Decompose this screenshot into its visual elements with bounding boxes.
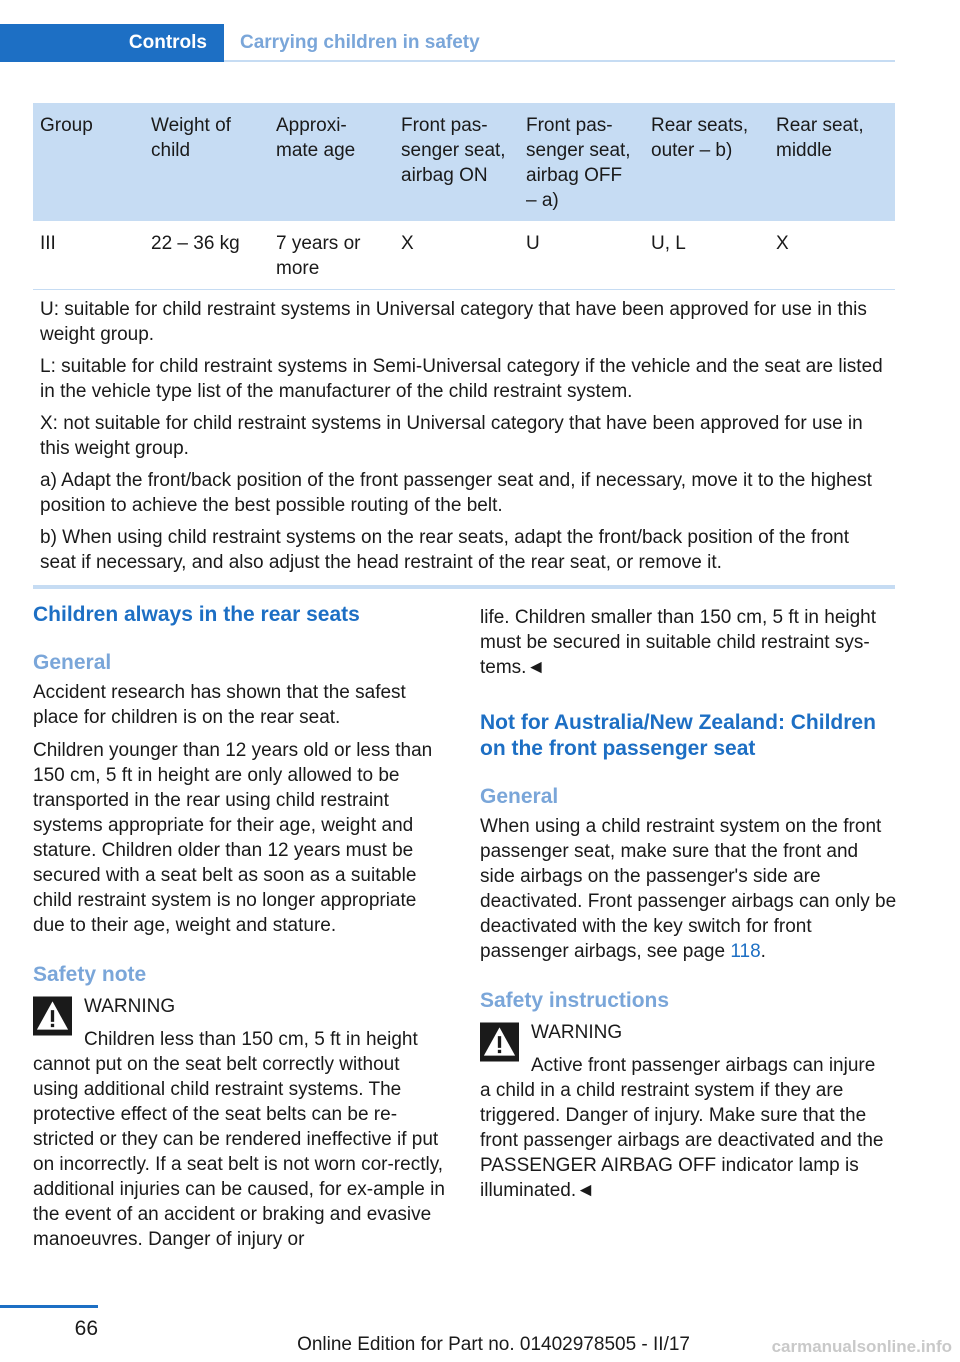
page-number: 66 <box>74 1317 98 1340</box>
warning-block <box>33 994 448 1019</box>
left-column <box>33 602 448 1252</box>
cell-age: 7 years or more <box>269 221 394 290</box>
subheading-general: General <box>33 651 112 674</box>
header-front-airbag-on: Front pas- senger seat, airbag ON <box>401 115 506 186</box>
cell-group: III <box>33 221 144 290</box>
warning-text <box>33 1027 448 1252</box>
tab-carrying-children[interactable]: Carrying children in safety <box>240 32 480 53</box>
paragraph: Accident research has shown that the safest place for children is on the rear seat. <box>33 682 406 728</box>
note-a: a) Adapt the front/back position of the front passenger seat and, if necessary, move it to the highest position to achieve the best possible routing of the belt. <box>40 470 872 516</box>
warning-rest: cannot put on the seat belt correctly without using additional child restraint systems. The protective effect of the seat belts can be re-stricted or they can be rendered ineffective if put on incorrectly. If a seat belt is not worn cor-rectly, additional injuries can be caused, for ex-ample in the event of an accident or braking and evasive manoeuvres. Danger of injury or <box>33 1054 445 1250</box>
general-text-end: . <box>760 941 766 962</box>
warning-rest: a child in a child restraint system if they are triggered. Danger of injury. Make sure that the front passenger airbags are deactivated and the PASSENGER AIRBAG OFF indicator lamp is illuminated.◄ <box>480 1080 884 1201</box>
section-heading-front-seat: Not for Australia/New Zealand: Children on the front passenger seat <box>480 711 876 760</box>
warning-block <box>480 1020 898 1045</box>
note-u: U: suitable for child restraint systems in Universal category that have been approved for use in this weight group. <box>40 299 867 345</box>
edition-footer: Online Edition for Part no. 01402978505 - II/17 <box>297 1334 690 1355</box>
right-column <box>480 605 898 1203</box>
header-bar <box>0 24 895 62</box>
header-group: Group <box>40 115 93 136</box>
note-b: b) When using child restraint systems on the rear seats, adapt the front/back position of the front seat if necessary, and also adjust the head restraint of the rear seat, or remove it. <box>40 527 849 573</box>
cell-front-airbag-off: U <box>519 221 644 290</box>
page-number-rule <box>0 1305 98 1308</box>
note-l: L: suitable for child restraint systems in Semi-Universal category if the vehicle and the seat are listed in the vehicle type list of the manufacturer of the child restraint system. <box>40 356 883 402</box>
paragraph-continued: life. Children smaller than 150 cm, 5 ft in height must be secured in suitable child restraint sys-tems.◄ <box>480 607 877 678</box>
cell-weight: 22 – 36 kg <box>144 221 269 290</box>
child-seat-table <box>33 103 895 589</box>
header-rear-middle: Rear seat, middle <box>776 115 864 161</box>
subheading-safety-note: Safety note <box>33 963 147 986</box>
cell-rear-outer: U, L <box>644 221 769 290</box>
header-front-airbag-off: Front pas- senger seat, airbag OFF – a) <box>526 115 631 211</box>
header-weight: Weight of child <box>151 115 231 161</box>
cell-front-airbag-on: X <box>394 221 519 290</box>
page-link[interactable]: 118 <box>730 941 761 962</box>
subheading-safety-instructions: Safety instructions <box>480 989 670 1012</box>
table-header-row <box>33 103 895 221</box>
general-text: When using a child restraint system on the front passenger seat, make sure that the front and side airbags on the passenger's side are deactivated. Front passenger airbags can only be deactivated with the key switch for front passenger airbags, see page <box>480 816 897 962</box>
header-age: Approxi- mate age <box>276 115 356 161</box>
note-x: X: not suitable for child restraint systems in Universal category that have been approved for use in this weight group. <box>40 413 863 459</box>
paragraph: Children younger than 12 years old or less than 150 cm, 5 ft in height are only allowed to be transported in the rear using child restraint systems appropriate for their age, weight and stature. Children older than 12 years must be secured with a seat belt as soon as a suitable child restraint system is no longer appropriate due to their age, weight and stature. <box>33 740 433 936</box>
warning-first-line: Active front passenger airbags can injure <box>531 1055 876 1076</box>
tab-controls[interactable]: Controls <box>0 24 224 62</box>
table-row <box>33 221 895 290</box>
section-heading-rear-seats: Children always in the rear seats <box>33 603 360 626</box>
watermark: carmanualsonline.info <box>771 1337 952 1356</box>
warning-first-line: Children less than 150 cm, 5 ft in height <box>84 1029 418 1050</box>
warning-triangle-icon <box>33 996 72 1036</box>
subheading-general: General <box>480 785 559 808</box>
warning-triangle-icon <box>480 1022 519 1062</box>
warning-label: WARNING <box>531 1022 623 1043</box>
paragraph <box>480 814 898 964</box>
table-notes <box>33 290 895 589</box>
cell-rear-middle: X <box>769 221 895 290</box>
header-rear-outer: Rear seats, outer – b) <box>651 115 749 161</box>
warning-text <box>480 1053 898 1203</box>
warning-label: WARNING <box>84 996 176 1017</box>
